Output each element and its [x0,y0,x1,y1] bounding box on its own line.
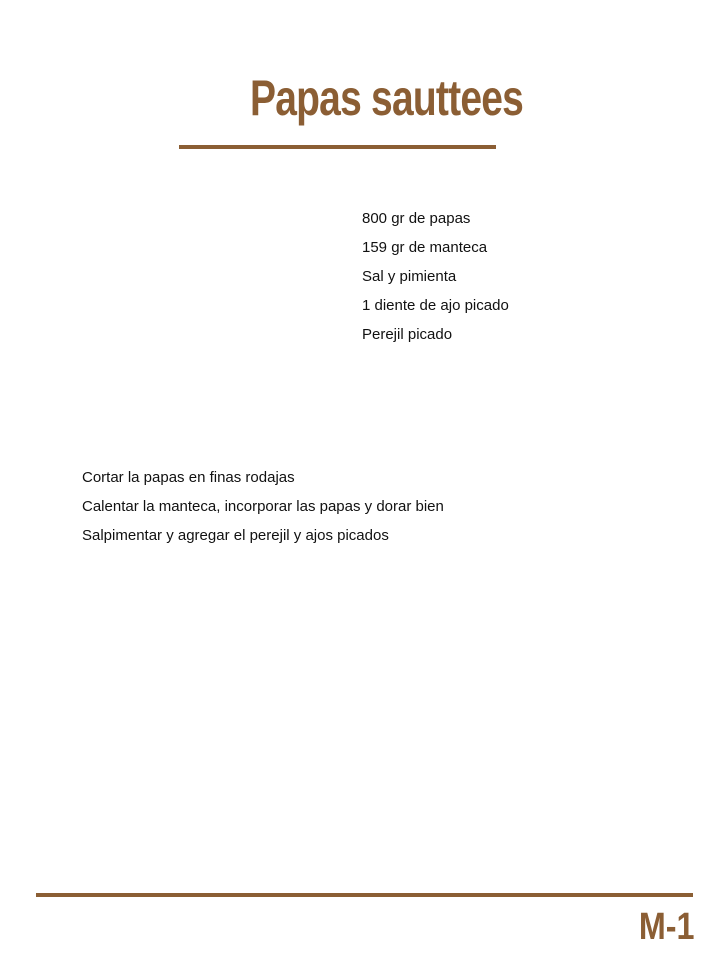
page-code: M-1 [638,906,694,948]
title-divider [179,145,496,149]
ingredient-item: 1 diente de ajo picado [362,297,509,314]
ingredient-item: 800 gr de papas [362,210,471,227]
instruction-step: Salpimentar y agregar el perejil y ajos picados [82,527,389,544]
ingredient-item: 159 gr de manteca [362,239,488,256]
instructions-list [82,463,444,550]
ingredient-item: Sal y pimienta [362,268,457,285]
footer-divider [36,893,693,897]
instruction-step: Calentar la manteca, incorporar las papas y dorar bien [82,498,444,515]
ingredient-item: Perejil picado [362,326,453,343]
ingredients-list [362,204,509,349]
instruction-step: Cortar la papas en finas rodajas [82,469,295,486]
recipe-title: Papas sauttees [250,70,524,126]
